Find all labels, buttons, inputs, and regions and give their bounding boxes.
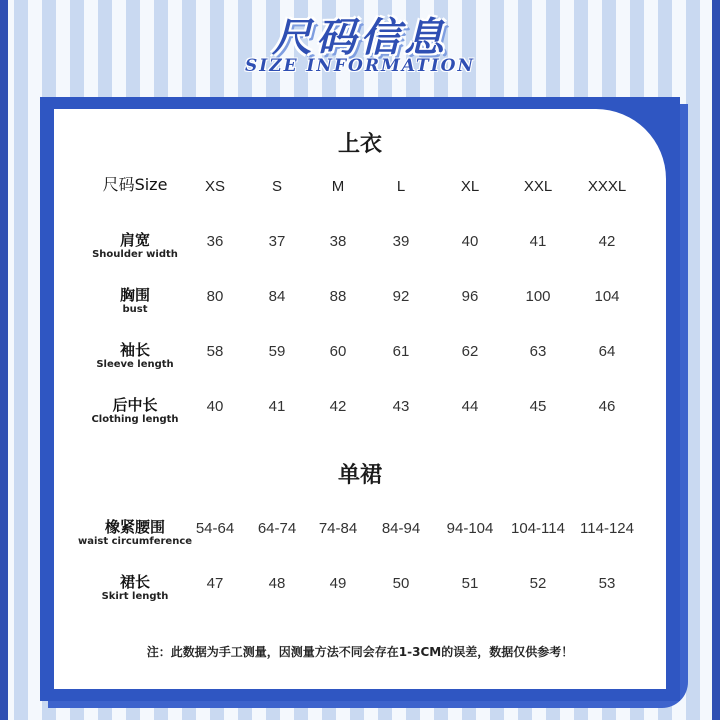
row-label-en: bust: [122, 304, 148, 315]
row-label-cn: 胸围: [119, 286, 150, 304]
table-cell: 64: [598, 343, 616, 360]
table-cell: 88: [329, 288, 347, 305]
table-cell: 74-84: [318, 520, 358, 537]
table-cell: 59: [268, 343, 286, 360]
table-row: [0, 231, 720, 271]
table-cell: 94-104: [446, 520, 494, 537]
table-cell: 84: [268, 288, 286, 305]
table-cell: 43: [392, 398, 410, 415]
size-header-label: 尺码Size: [102, 175, 168, 194]
table-cell: 92: [392, 288, 410, 305]
table-cell: 36: [206, 233, 224, 250]
row-label-en: Sleeve length: [96, 359, 174, 370]
row-label-en: Shoulder width: [92, 249, 178, 260]
row-label-cn: 裙长: [119, 573, 150, 591]
table-cell: 40: [206, 398, 224, 415]
table-cell: 49: [329, 575, 347, 592]
table-cell: 64-74: [257, 520, 297, 537]
row-label-en: waist circumference: [77, 536, 193, 547]
measurement-note: 注：此数据为手工测量，因测量方法不同会存在1-3CM的误差，数据仅供参考！: [146, 645, 574, 659]
table-cell: 37: [268, 233, 286, 250]
table-cell: 42: [598, 233, 616, 250]
table-cell: 45: [529, 398, 547, 415]
table-cell: 38: [329, 233, 347, 250]
table-cell: 62: [461, 343, 479, 360]
row-label-en: Clothing length: [91, 414, 179, 425]
table-cell: 63: [529, 343, 547, 360]
table-cell: 61: [392, 343, 410, 360]
table-cell: 104-114: [511, 520, 565, 537]
size-header-cell: L: [396, 178, 406, 195]
table-cell: 80: [206, 288, 224, 305]
table-cell: 104: [594, 288, 620, 305]
table-cell: 58: [206, 343, 224, 360]
row-label-cn: 橡紧腰围: [104, 518, 165, 536]
table-row: [0, 286, 720, 326]
header: [0, 0, 720, 95]
tops-section-title: 上衣: [337, 131, 382, 157]
table-row: [0, 396, 720, 436]
table-cell: 60: [329, 343, 347, 360]
row-label-en: Skirt length: [101, 591, 169, 602]
size-header-cell: XXL: [523, 178, 553, 195]
table-row: [0, 573, 720, 613]
table-cell: 84-94: [381, 520, 421, 537]
size-header-cell: M: [331, 178, 345, 195]
table-cell: 96: [461, 288, 479, 305]
table-row: [0, 341, 720, 381]
row-label-cn: 后中长: [112, 396, 158, 414]
table-cell: 41: [268, 398, 286, 415]
size-header-cell: XS: [204, 178, 225, 195]
table-cell: 51: [461, 575, 479, 592]
table-cell: 47: [206, 575, 224, 592]
table-cell: 44: [461, 398, 479, 415]
table-cell: 48: [268, 575, 286, 592]
table-cell: 100: [525, 288, 551, 305]
page-title-en: SIZE INFORMATION: [244, 56, 476, 76]
table-cell: 41: [529, 233, 547, 250]
size-header-row: [0, 176, 720, 216]
skirt-section-title: 单裙: [337, 462, 382, 488]
table-row: [0, 518, 720, 558]
table-cell: 50: [392, 575, 410, 592]
row-label-cn: 肩宽: [119, 231, 150, 249]
table-cell: 46: [598, 398, 616, 415]
table-cell: 114-124: [580, 520, 634, 537]
size-header-cell: XL: [460, 178, 480, 195]
row-label-cn: 袖长: [119, 341, 150, 359]
table-cell: 53: [598, 575, 616, 592]
table-cell: 40: [461, 233, 479, 250]
table-cell: 52: [529, 575, 547, 592]
table-cell: 39: [392, 233, 410, 250]
size-header-cell: XXXL: [587, 178, 627, 195]
table-cell: 42: [329, 398, 347, 415]
size-header-cell: S: [271, 178, 282, 195]
table-cell: 54-64: [195, 520, 235, 537]
page-title-cn: 尺码信息: [272, 15, 448, 61]
